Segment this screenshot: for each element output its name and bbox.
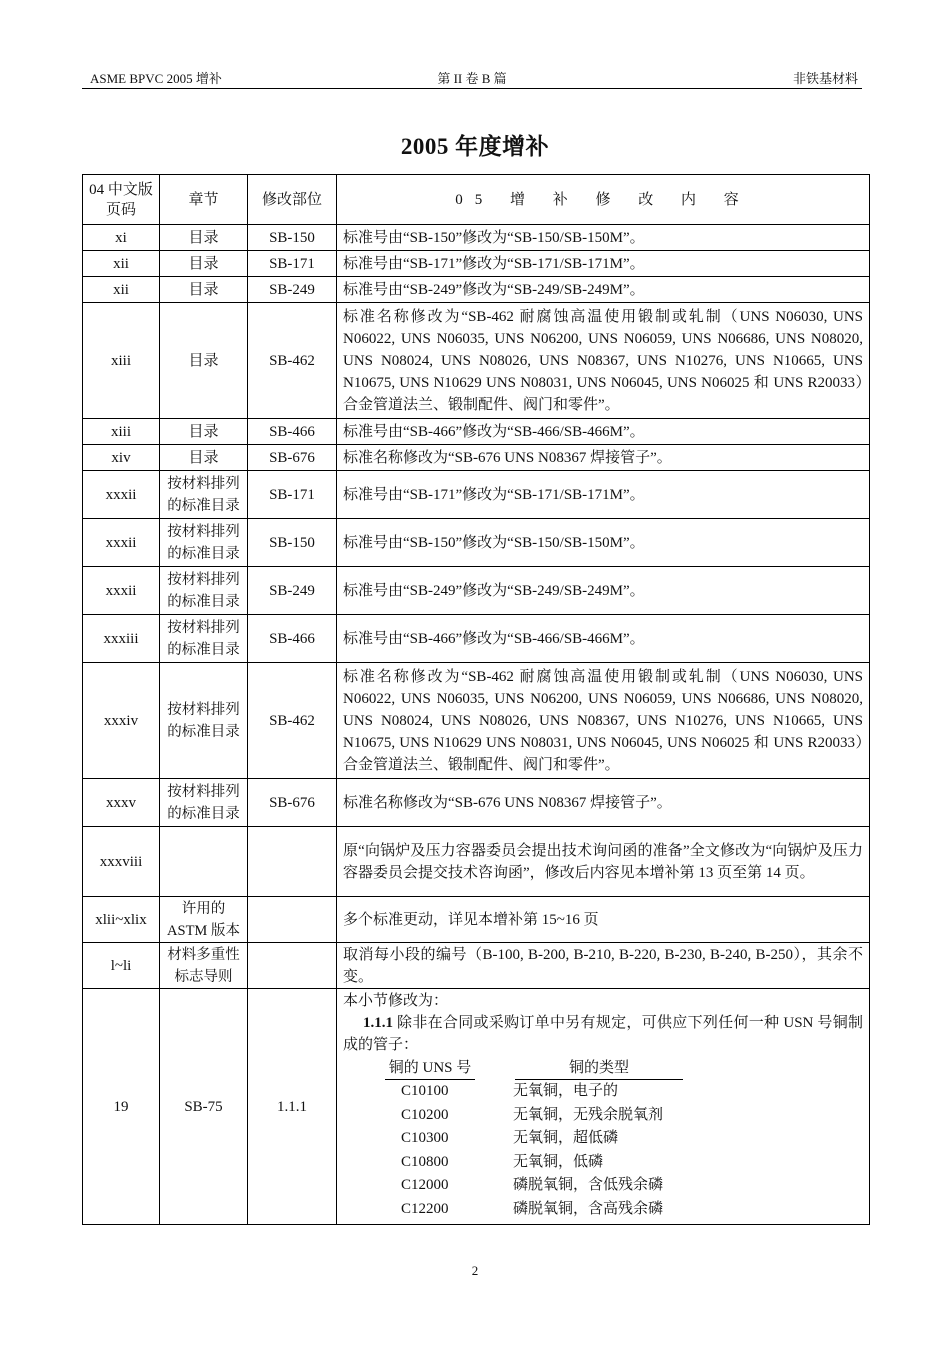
cell-content: 标准名称修改为“SB-676 UNS N08367 焊接管子”。 [337, 445, 870, 471]
table-header-row [83, 175, 870, 225]
copper-type-header: 铜的类型 [515, 1057, 683, 1080]
table-row [83, 615, 870, 663]
cell-page: xiii [83, 419, 160, 445]
cell-content: 标准号由“SB-150”修改为“SB-150/SB-150M”。 [337, 519, 870, 567]
clause-intro: 本小节修改为： [343, 993, 449, 1009]
cell-part: SB-676 [248, 779, 337, 827]
cell-part: SB-171 [248, 251, 337, 277]
cell-section: 按材料排列的标准目录 [160, 567, 248, 615]
cell-part: 1.1.1 [248, 989, 337, 1225]
cell-part: SB-171 [248, 471, 337, 519]
running-header [82, 66, 862, 89]
copper-type: 磷脱氧铜，含低残余磷 [513, 1177, 664, 1193]
cell-section [160, 827, 248, 897]
col-header-content: 05 增 补 修 改 内 容 [337, 175, 870, 225]
copper-code: C10200 [401, 1106, 449, 1123]
list-item [343, 1174, 863, 1198]
cell-page: xxxv [83, 779, 160, 827]
cell-page: xiii [83, 303, 160, 419]
amendment-table [82, 174, 870, 1225]
table-row [83, 303, 870, 419]
col-header-section: 章节 [160, 175, 248, 225]
cell-content: 标准号由“SB-249”修改为“SB-249/SB-249M”。 [337, 567, 870, 615]
copper-code: C12000 [401, 1177, 449, 1193]
col-header-page: 04 中文版页码 [83, 175, 160, 225]
list-item [343, 1127, 863, 1151]
cell-content: 标准号由“SB-150”修改为“SB-150/SB-150M”。 [337, 225, 870, 251]
cell-section: 材料多重性标志导则 [160, 943, 248, 989]
cell-part: SB-462 [248, 663, 337, 779]
table-row [83, 277, 870, 303]
table-row [83, 419, 870, 445]
clause-text: 1.1.1 除非在合同或采购订单中另有规定，可供应下列任何一种 USN 号铜制成的管子： [343, 1015, 864, 1053]
copper-list [343, 1080, 863, 1221]
cell-part: SB-466 [248, 419, 337, 445]
cell-section: SB-75 [160, 989, 248, 1225]
cell-content: 标准名称修改为“SB-462 耐腐蚀高温使用锻制或轧制（UNS N06030, UNS N06022, UNS N06035, UNS N06200, UNS N06059, UNS N06686, UNS N08020, UNS N08024, UNS N08026, UNS N08367, UNS N10276, UNS N10665, UNS N10675, UNS N10629 UNS N08031, UNS N06045, UNS N06025 和 UNS R20033）合金管道法兰、锻制配件、阀门和零件”。 [337, 303, 870, 419]
list-item [343, 1198, 863, 1222]
cell-content: 取消每小段的编号（B-100, B-200, B-210, B-220, B-230, B-240, B-250），其余不变。 [337, 943, 870, 989]
list-item [343, 1151, 863, 1175]
cell-page: xlii~xlix [83, 897, 160, 943]
cell-part: SB-466 [248, 615, 337, 663]
table-row [83, 989, 870, 1225]
col-header-part: 修改部位 [248, 175, 337, 225]
table-row [83, 251, 870, 277]
table-row [83, 567, 870, 615]
table-row [83, 663, 870, 779]
copper-type: 无氧铜，无残余脱氧剂 [513, 1106, 664, 1123]
cell-section: 按材料排列的标准目录 [160, 663, 248, 779]
cell-part: SB-249 [248, 567, 337, 615]
page-number: 2 [471, 1263, 479, 1278]
header-right: 非铁基材料 [792, 71, 858, 86]
cell-content: 标准名称修改为“SB-676 UNS N08367 焊接管子”。 [337, 779, 870, 827]
cell-content: 原“向锅炉及压力容器委员会提出技术询问函的准备”全文修改为“向锅炉及压力容器委员会提交技术咨询函”，修改后内容见本增补第 13 页至第 14 页。 [337, 827, 870, 897]
copper-type: 无氧铜，低磷 [513, 1153, 604, 1170]
cell-content: 标准号由“SB-171”修改为“SB-171/SB-171M”。 [337, 471, 870, 519]
cell-part [248, 827, 337, 897]
cell-content [337, 989, 870, 1225]
cell-page: xii [83, 251, 160, 277]
cell-section: 目录 [160, 225, 248, 251]
cell-section: 按材料排列的标准目录 [160, 471, 248, 519]
header-left: ASME BPVC 2005 增补 [90, 71, 222, 86]
cell-part: SB-150 [248, 225, 337, 251]
table-row [83, 445, 870, 471]
cell-part: SB-676 [248, 445, 337, 471]
table-row [83, 827, 870, 897]
copper-type: 磷脱氧铜，含高残余磷 [513, 1200, 664, 1217]
copper-code: C10800 [401, 1153, 449, 1170]
cell-page: xi [83, 225, 160, 251]
cell-content: 标准号由“SB-466”修改为“SB-466/SB-466M”。 [337, 419, 870, 445]
cell-content: 标准号由“SB-466”修改为“SB-466/SB-466M”。 [337, 615, 870, 663]
document-title: 2005 年度增补 [400, 134, 550, 159]
table-row [83, 943, 870, 989]
table-row [83, 779, 870, 827]
cell-page: xiv [83, 445, 160, 471]
cell-page: xxxii [83, 471, 160, 519]
copper-type: 无氧铜，电子的 [513, 1083, 619, 1099]
cell-section: 目录 [160, 277, 248, 303]
cell-section: 目录 [160, 251, 248, 277]
cell-section: 许用的 ASTM 版本 [160, 897, 248, 943]
cell-part [248, 943, 337, 989]
list-item [343, 1104, 863, 1128]
cell-content: 多个标准更动，详见本增补第 15~16 页 [337, 897, 870, 943]
copper-uns-header: 铜的 UNS 号 [385, 1057, 475, 1080]
cell-page: xxxii [83, 519, 160, 567]
cell-part: SB-249 [248, 277, 337, 303]
clause-number: 1.1.1 [363, 1015, 393, 1031]
table-row [83, 225, 870, 251]
copper-table-header [385, 1057, 863, 1080]
table-row [83, 471, 870, 519]
cell-page: xxxviii [83, 827, 160, 897]
cell-section: 目录 [160, 303, 248, 419]
cell-section: 按材料排列的标准目录 [160, 615, 248, 663]
copper-code: C10100 [401, 1083, 449, 1099]
cell-page: xxxiii [83, 615, 160, 663]
cell-part: SB-462 [248, 303, 337, 419]
cell-page: l~li [83, 943, 160, 989]
copper-code: C10300 [401, 1130, 449, 1146]
cell-part: SB-150 [248, 519, 337, 567]
cell-page: xii [83, 277, 160, 303]
table-row [83, 897, 870, 943]
cell-content: 标准号由“SB-171”修改为“SB-171/SB-171M”。 [337, 251, 870, 277]
cell-content: 标准号由“SB-249”修改为“SB-249/SB-249M”。 [337, 277, 870, 303]
list-item [343, 1080, 863, 1104]
table-row [83, 519, 870, 567]
copper-code: C12200 [401, 1200, 449, 1217]
cell-part [248, 897, 337, 943]
header-center: 第 II 卷 B 篇 [437, 71, 507, 86]
copper-type: 无氧铜，超低磷 [513, 1130, 619, 1146]
cell-page: xxxiv [83, 663, 160, 779]
cell-section: 按材料排列的标准目录 [160, 779, 248, 827]
cell-section: 按材料排列的标准目录 [160, 519, 248, 567]
cell-section: 目录 [160, 445, 248, 471]
cell-section: 目录 [160, 419, 248, 445]
cell-page: 19 [83, 989, 160, 1225]
cell-content: 标准名称修改为“SB-462 耐腐蚀高温使用锻制或轧制（UNS N06030, UNS N06022, UNS N06035, UNS N06200, UNS N06059, UNS N06686, UNS N08020, UNS N08024, UNS N08026, UNS N08367, UNS N10276, UNS N10665, UNS N10675, UNS N10629 UNS N08031, UNS N06045, UNS N06025 和 UNS R20033）合金管道法兰、锻制配件、阀门和零件”。 [337, 663, 870, 779]
cell-page: xxxii [83, 567, 160, 615]
